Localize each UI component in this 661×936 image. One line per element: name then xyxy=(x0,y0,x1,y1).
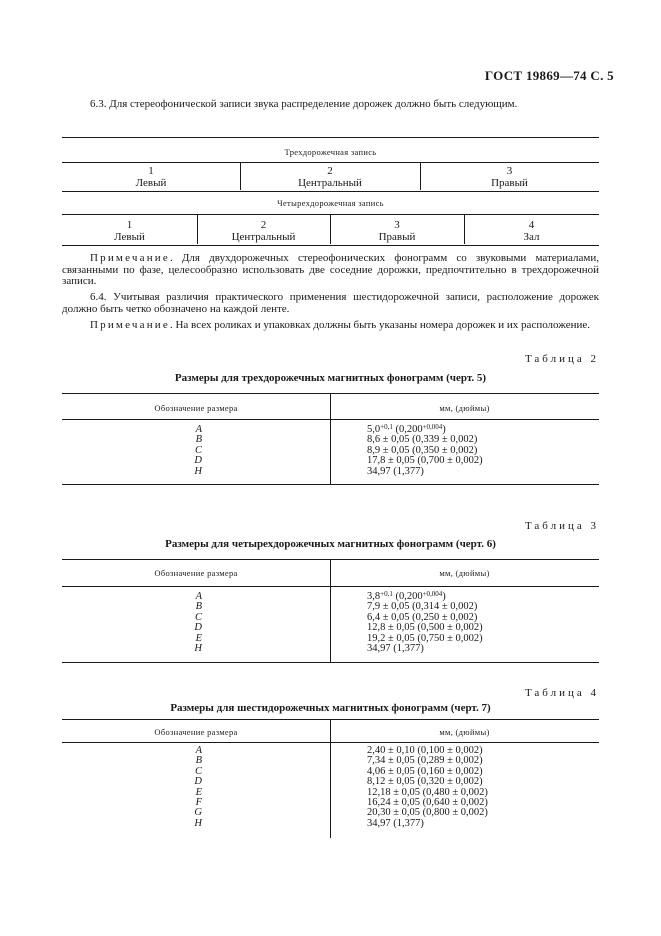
three-track-col-3 xyxy=(420,166,599,189)
table-row: E xyxy=(195,632,202,644)
table-4-codes xyxy=(150,746,202,829)
table-cell: 12,8 ± 0,05 (0,500 ± 0,002) xyxy=(367,622,483,634)
table-row: A xyxy=(195,591,202,602)
table-cell: $3,8^{+0,1}$ $(0,200^{+0,004})$ xyxy=(367,590,446,602)
table-4-col-header-1: Обозначение размера xyxy=(154,727,238,737)
table-2-label: Таблица 2 xyxy=(524,353,599,365)
three-track-num-3: 3 xyxy=(506,165,513,177)
table-row: B xyxy=(195,434,202,446)
table-row: H xyxy=(194,643,202,655)
table-3-bottom-rule xyxy=(62,662,599,663)
four-track-col-4 xyxy=(464,220,599,243)
note-1-text: . Для двухдорожечных стереофонических фонограмм со звуковыми материалами, связанными по фазе, целесообразно использовать две соседние дорожки, предпочтительно в трехдорожечной записи. xyxy=(62,252,599,287)
four-track-num-3: 3 xyxy=(394,219,400,231)
table-row: D xyxy=(194,455,202,467)
table-cell: 8,9 ± 0,05 (0,350 ± 0,002) xyxy=(367,444,478,456)
note-2-label: Примечание xyxy=(90,319,170,331)
four-track-label-4: Зал xyxy=(523,230,540,243)
three-track-label-1: Левый xyxy=(135,176,167,189)
three-track-num-2: 2 xyxy=(327,165,333,177)
table-2-title: Размеры для трехдорожечных магнитных фонограмм (черт. 5) xyxy=(174,372,487,384)
table-2-col-header-1: Обозначение размера xyxy=(154,403,238,413)
table-4-label: Таблица 4 xyxy=(524,687,599,699)
note-2-text: . На всех роликах и упаковках должны быть указаны номера дорожек и их расположение. xyxy=(169,319,591,331)
table-cell: 8,6 ± 0,05 (0,339 ± 0,002) xyxy=(367,434,478,446)
three-track-title: Трехдорожечная запись xyxy=(284,147,377,157)
four-track-col-3 xyxy=(330,220,464,243)
table-row: H xyxy=(194,817,202,829)
four-track-title: Четырехдорожечная запись xyxy=(277,198,384,208)
table-4-title: Размеры для шестидорожечных магнитных фонограмм (черт. 7) xyxy=(170,702,491,714)
table-row: A xyxy=(195,745,202,756)
table-2-values xyxy=(367,425,483,477)
table-2-codes xyxy=(150,425,202,477)
three-track-label-3: Правый xyxy=(491,176,528,189)
table-cell: 12,18 ± 0,05 (0,480 ± 0,002) xyxy=(367,786,488,798)
table-row: B xyxy=(195,601,202,613)
table-row: E xyxy=(195,786,202,798)
four-track-num-1: 1 xyxy=(126,219,133,231)
table-3-header-rule xyxy=(62,586,599,587)
table-row: C xyxy=(194,765,202,777)
three-track-num-1: 1 xyxy=(148,165,154,177)
table-row: C xyxy=(194,611,202,623)
table-3-values xyxy=(367,592,483,654)
table-row: D xyxy=(194,776,202,788)
table-cell: $5,0^{+0,1}$ $(0,200^{+0,004})$ xyxy=(367,423,446,435)
three-track-bottom-rule xyxy=(62,191,599,192)
table-cell: 34,97 (1,377) xyxy=(367,817,424,829)
four-track-num-4: 4 xyxy=(528,219,535,231)
table-3-codes xyxy=(150,592,202,654)
table-cell: 34,97 (1,377) xyxy=(367,465,424,477)
table-cell: 17,8 ± 0,05 (0,700 ± 0,002) xyxy=(367,455,483,467)
table-2-bottom-rule xyxy=(62,484,599,485)
table-3-title: Размеры для четырехдорожечных магнитных фонограмм (черт. 6) xyxy=(165,538,496,550)
three-track-top-rule xyxy=(62,137,599,138)
table-2-header-rule xyxy=(62,419,599,420)
three-track-col-1 xyxy=(62,166,240,189)
table-3-col-header-2: мм, (дюймы) xyxy=(439,568,490,578)
table-4-divider xyxy=(330,720,331,838)
table-row: A xyxy=(195,424,202,435)
table-row: D xyxy=(194,622,202,634)
table-cell: 7,34 ± 0,05 (0,289 ± 0,002) xyxy=(367,755,483,767)
note-1 xyxy=(62,253,599,288)
three-track-col-2 xyxy=(240,166,420,189)
note-2 xyxy=(62,320,599,332)
three-track-label-2: Центральный xyxy=(298,176,362,189)
table-cell: 34,97 (1,377) xyxy=(367,643,424,655)
table-cell: 4,06 ± 0,05 (0,160 ± 0,002) xyxy=(367,765,483,777)
table-4-values xyxy=(367,746,488,829)
four-track-col-2 xyxy=(197,220,330,243)
four-track-label-3: Правый xyxy=(378,230,416,243)
four-track-col-1 xyxy=(62,220,197,243)
section-6-3: 6.3. Для стереофонической записи звука распределение дорожек должно быть следующим. xyxy=(90,98,518,110)
table-cell: 2,40 ± 0,10 (0,100 ± 0,002) xyxy=(367,745,483,756)
table-cell: 20,30 ± 0,05 (0,800 ± 0,002) xyxy=(367,807,488,819)
table-cell: 7,9 ± 0,05 (0,314 ± 0,002) xyxy=(367,601,478,613)
table-cell: 8,12 ± 0,05 (0,320 ± 0,002) xyxy=(367,776,483,788)
four-track-label-1: Левый xyxy=(114,230,145,243)
note-1-label: Примечание xyxy=(90,252,170,264)
table-row: F xyxy=(195,797,202,809)
four-track-bottom-rule xyxy=(62,245,599,246)
table-cell: 19,2 ± 0,05 (0,750 ± 0,002) xyxy=(367,632,483,644)
table-4-header-rule xyxy=(62,742,599,743)
four-track-num-2: 2 xyxy=(260,219,267,231)
table-cell: 6,4 ± 0,05 (0,250 ± 0,002) xyxy=(367,611,478,623)
three-track-header-rule xyxy=(62,162,599,163)
table-3-col-header-1: Обозначение размера xyxy=(154,568,238,578)
table-cell: 16,24 ± 0,05 (0,640 ± 0,002) xyxy=(367,797,488,809)
table-row: C xyxy=(194,444,202,456)
four-track-label-2: Центральный xyxy=(231,230,296,243)
page-header: ГОСТ 19869—74 С. 5 xyxy=(484,68,614,83)
table-row: H xyxy=(194,465,202,477)
section-6-4: 6.4. Учитывая различия практического применения шестидорожечной записи, расположение дорожек должно быть четко обозначено на каждой ленте. xyxy=(62,291,599,315)
table-2-col-header-2: мм, (дюймы) xyxy=(439,403,490,413)
table-row: G xyxy=(194,807,202,819)
table-row: B xyxy=(195,755,202,767)
table-3-label: Таблица 3 xyxy=(524,520,599,532)
table-4-col-header-2: мм, (дюймы) xyxy=(439,727,490,737)
